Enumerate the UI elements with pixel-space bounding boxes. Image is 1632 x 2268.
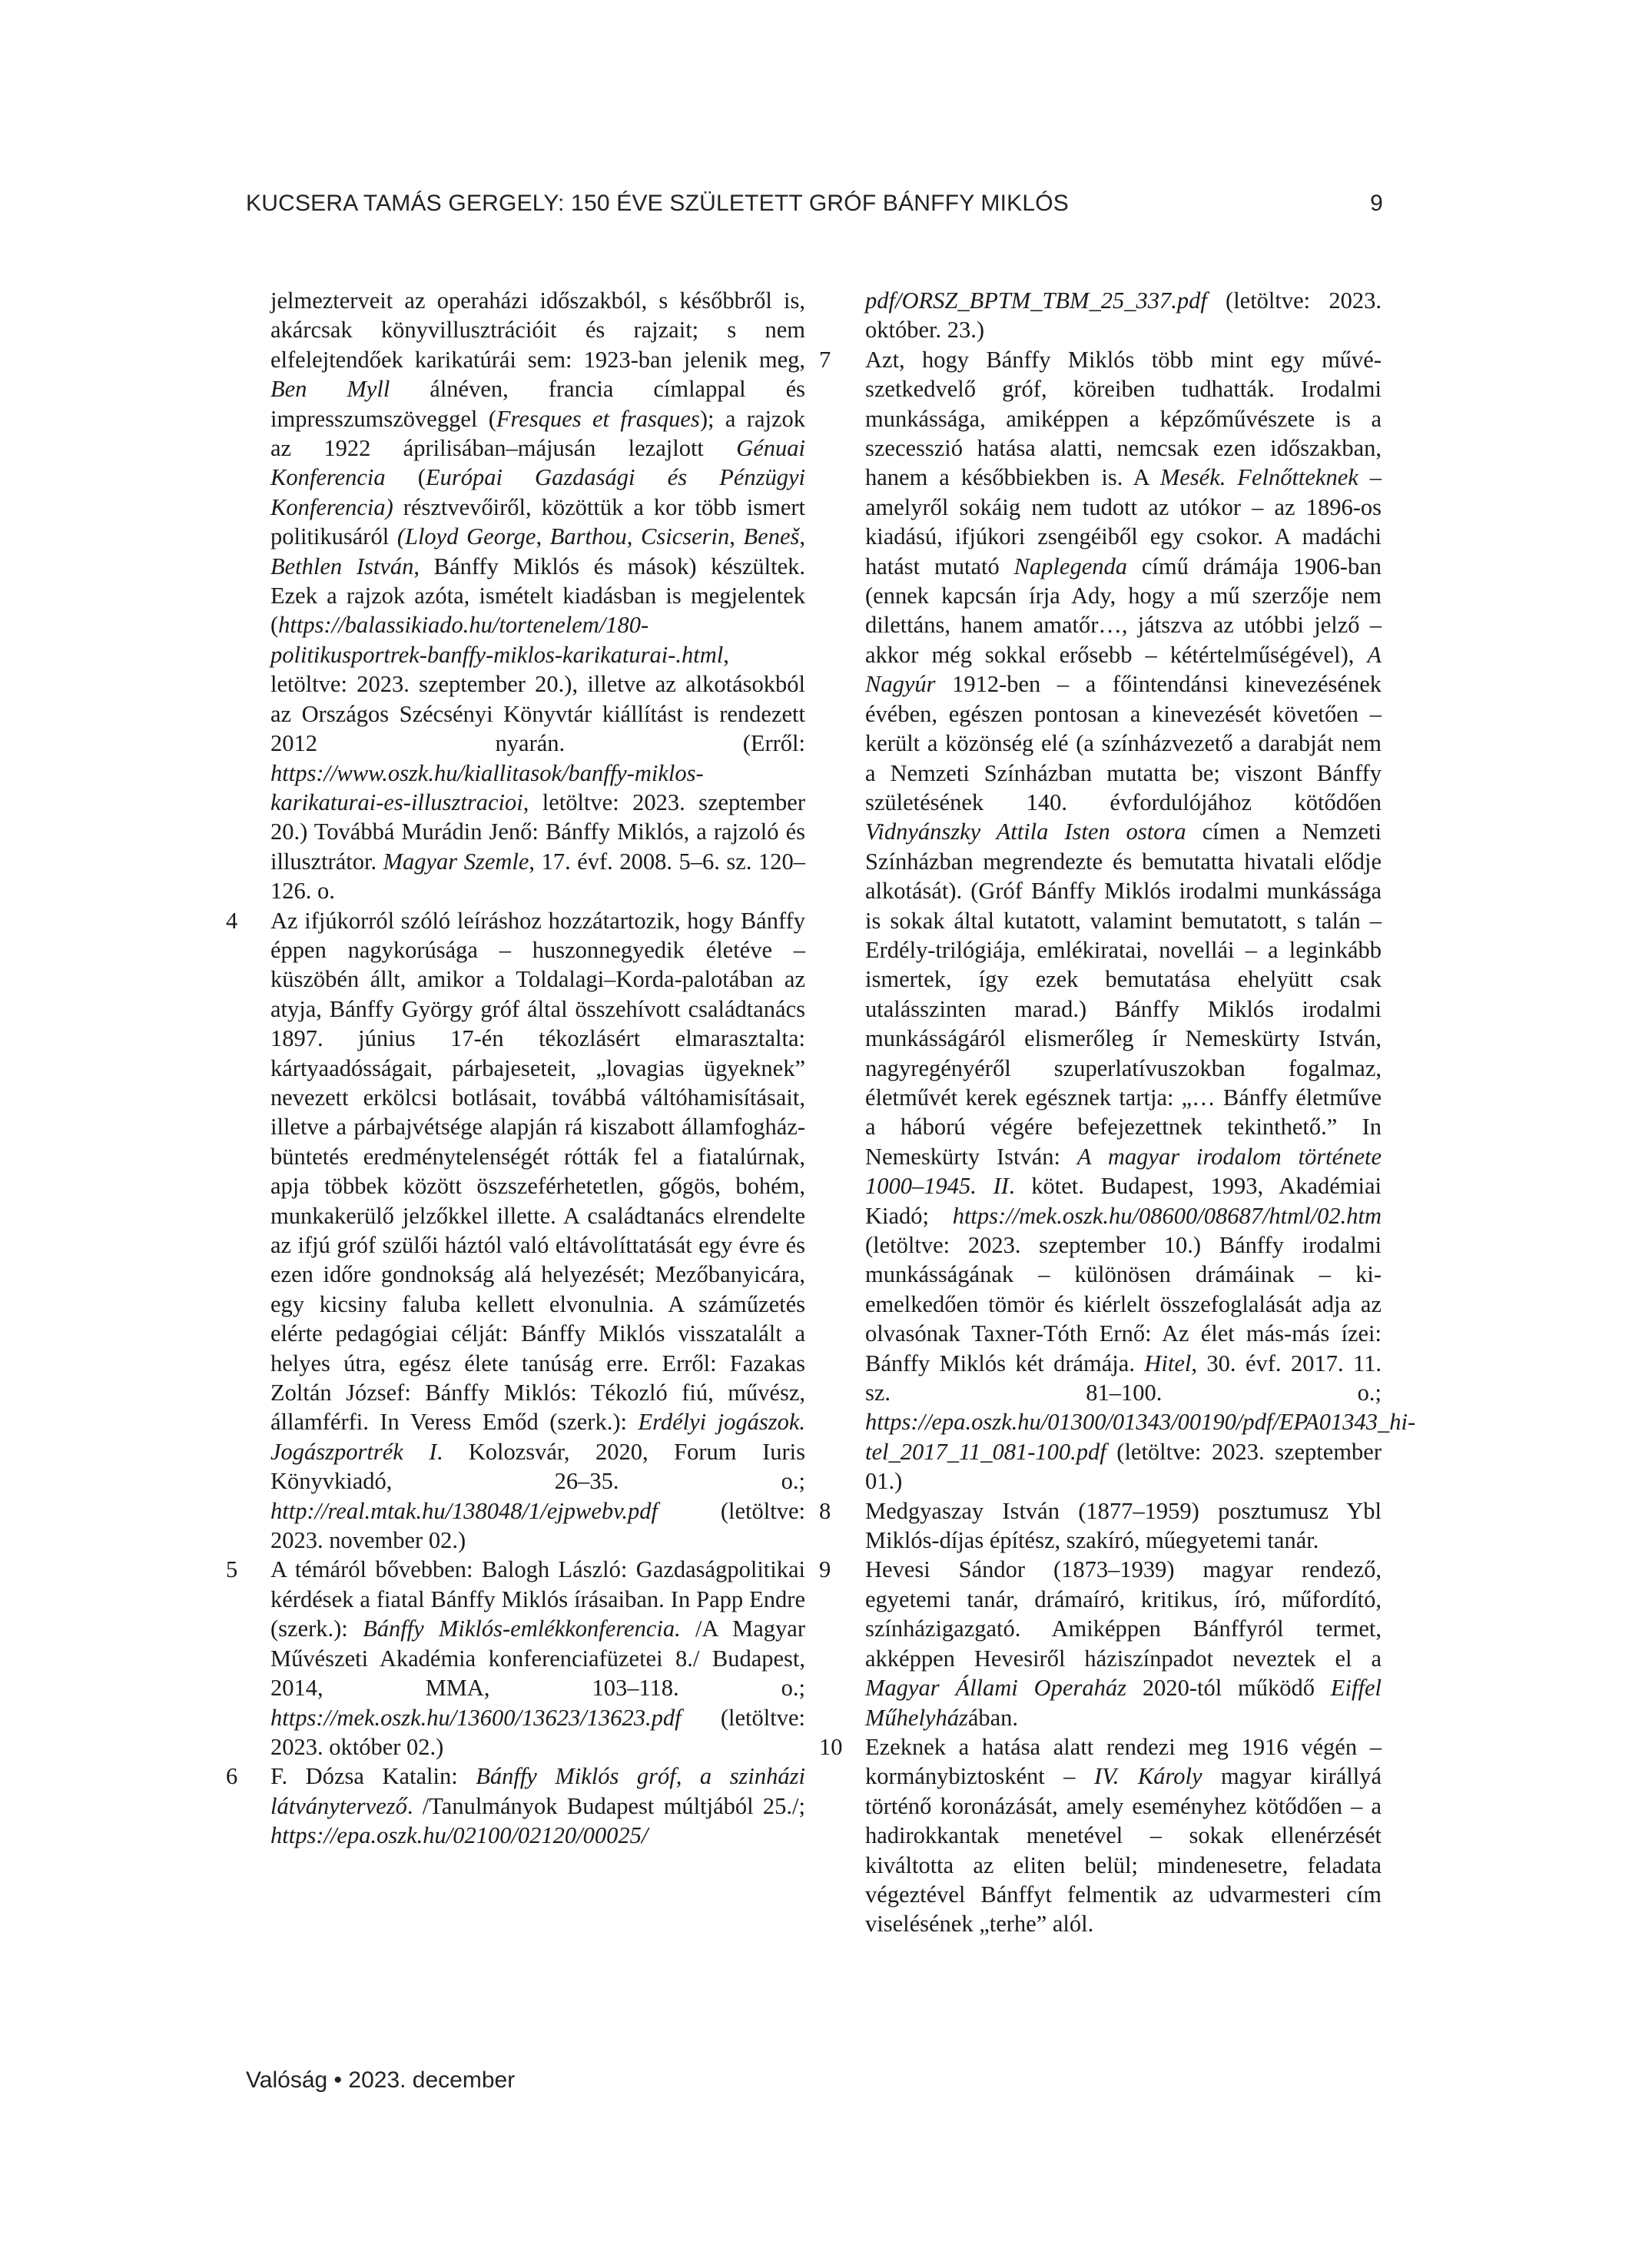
italic-run: https://www.oszk.hu/kiallitasok/banffy-miklos-karikaturai-es-illusztracioi	[270, 759, 704, 815]
italic-run: https://epa.oszk.hu/02100/02120/00025/	[270, 1822, 648, 1849]
italic-run: pdf/ORSZ_BPTM_TBM_25_337.pdf	[865, 287, 1207, 314]
text-run: ,	[799, 523, 805, 550]
italic-run: (Lloyd George	[396, 523, 536, 550]
text-run: , 30. évf. 2017. 11. sz. 81–100. o.;	[865, 1350, 1382, 1406]
footnote	[819, 1496, 1382, 1556]
text-run: (	[385, 464, 426, 491]
footnote-number: 8	[819, 1497, 831, 1524]
issue-date: 2023. december	[348, 2067, 516, 2093]
italic-run: Erdélyi jogászok. Jogászportrék I	[270, 1409, 805, 1465]
right-column	[819, 286, 1416, 1939]
italic-run: Génuai Konferencia	[270, 435, 805, 491]
text-run: (letöltve: 2023. szeptember 01.)	[865, 1438, 1382, 1495]
right-notes	[819, 345, 1416, 1939]
italic-run: Bánffy Miklós gróf, a szinházi látványtervező	[270, 1763, 805, 1819]
text-run: (letöltve: 2023. október 02.)	[270, 1704, 805, 1760]
italic-run: Európai Gazdasági és Pénzügyi Konferencia)	[270, 464, 805, 520]
footnote-number: 10	[819, 1733, 843, 1760]
italic-run: Naplegenda	[1013, 553, 1127, 579]
italic-run: A Nagyúr	[865, 641, 1382, 698]
text-run: ,	[729, 523, 744, 550]
italic-run: Beneš	[743, 523, 800, 550]
text-run: címen a Nemzeti Színházban megrendezte és bemutatta hivatali elődje alkotását). (Gróf Bánffy Miklós irodalmi munkássága is sokak által kutatott, valamint bemutatott, s talán – Erdély-trilógiája, emlékiratai, novellái – a leginkább ismertek, így ezek bemutatása ehelyütt csak utalásszinten marad.) Bánffy Miklós irodalmi munkásságáról elismerőleg ír Nemeskürty István, nagyregényéről szuperlatívuszokban fogalmaz, életművét kerek egésznek tartja: „… Bánffy életműve a háború végére befejezettnek tekinthető.” In Nemeskürty István:	[865, 819, 1382, 1170]
italic-run: http://real.mtak.hu/138048/1/ejpwebv.pdf	[270, 1497, 658, 1524]
text-run: , letöltve: 2023. szeptember 20.) Továbbá Murádin Jenő: Bánffy Miklós, a rajzoló és illusztrátor.	[270, 789, 805, 875]
text-run: Hevesi Sándor (1873–1939) magyar rendező, egyetemi tanár, drámaíró, kritikus, író, műfordító, színházigazgató. Amiképpen Bánffyról termet, akképpen Hevesiről háziszínpadot neveztek el a	[865, 1556, 1382, 1672]
separator-bullet: •	[333, 2067, 343, 2093]
text-run: ); a rajzok az 1922 áprilisában–májusán lezajlott	[270, 405, 806, 462]
text-run: Azt, hogy Bánffy Miklós több mint egy művészetkedvelő gróf, köreiben tudhatták. Irodalmi munkássága, amiképpen a képzőművészete is a szecesszió hatása alatti, nemcsak ezen időszakban, hanem a későbbiekben is. A	[865, 346, 1382, 491]
text-run: , 17. évf. 2008. 5–6. sz. 120–126. o.	[270, 848, 805, 905]
text-run: magyar királlyá történő koronázását, amely eseményhez kötődően – a hadirokkantak menetével – sokak ellenérzését kiváltotta az eliten belül; mindenesetre, feladata végeztével Bánffyt felmentik az udvarmesteri cím viselésének „terhe” alól.	[865, 1763, 1382, 1938]
italic-run: https://mek.oszk.hu/13600/13623/13623.pdf	[270, 1704, 682, 1731]
text-run: jelmezterveit az operaházi időszakból, s későbbről is, akárcsak könyvillusztrációit és rajzait; s nem elfelejtendőek karikatúrái sem: 1923-ban jelenik meg,	[270, 287, 805, 373]
text-run: (letöltve: 2023. november 02.)	[270, 1497, 805, 1554]
text-run: , Bánffy Miklós és mások) készültek. Ezek a rajzok azóta, ismételt kiadásban is megjelentek (	[270, 553, 805, 639]
text-run: ,	[626, 523, 642, 550]
text-run: /A Magyar Művészeti Akadémia konferenciafüzetei 8./ Budapest, 2014, MMA, 103–118. o.;	[270, 1615, 806, 1702]
note-continuation	[865, 286, 1382, 345]
text-run: Az ifjúkorról szóló leíráshoz hozzátartozik, hogy Bánffy éppen nagykorúsága – huszonnegyedik életéve – küszöbén állt, amikor a Toldalagi–Korda-palotában az atyja, Bánffy György gróf által összehívott családtanács 1897. június 17-én tékozlásért elmarasztalta: kártyaadósságait, párbajeseteit, „lovagias ügyeknek” nevezett erkölcsi botlásait, továbbá váltóhamisításait, illetve a párbajvétsége alapján rá kiszabott államfogház-büntetés eredménytelenségét rótták fel a fiatalúrnak, apja többek között öszszeférhetetlen, gőgös, bohém, munkakerülő jelzőkkel illette. A családtanács elrendelte az ifjú gróf szülői háztól való eltávolíttatását egy évre és ezen időre gondnokság alá helyezését; Mezőbanyicára, egy kicsiny faluba kellett elvonulnia. A száműzetés elérte pedagógiai célját: Bánffy Miklós visszatalált a helyes útra, egész élete tanúság erre. Erről: Fazakas Zoltán József: Bánffy Miklós: Tékozló fiú, művész, államférfi. In Veress Emőd (szerk.):	[270, 907, 805, 1436]
text-run: (letöltve: 2023. szeptember 10.) Bánffy irodalmi munkásságának – különösen drámáinak – kiemelkedően tömör és kiérlelt összefoglalását adja az olvasónak Taxner-Tóth Ernő: Az élet más-más ízei: Bánffy Miklós két drámája.	[865, 1232, 1382, 1376]
italic-run: Bánffy Miklós-emlékkonferencia.	[363, 1615, 681, 1642]
italic-run: Eiffel Műhelyház	[865, 1675, 1382, 1731]
footnote-number: 5	[226, 1556, 238, 1583]
footnote	[226, 1555, 806, 1762]
text-run: álnéven, francia címlappal és impresszumszöveggel (	[270, 376, 805, 432]
page-number: 9	[1370, 191, 1383, 216]
footnote	[819, 345, 1416, 1496]
text-run: (letöltve: 2023. október. 23.)	[865, 287, 1382, 344]
italic-run: Ben Myll	[270, 376, 390, 403]
italic-run: Bethlen István	[270, 553, 414, 579]
text-run: . Kolozsvár, 2020, Forum Iuris Könyvkiadó, 26–35. o.;	[270, 1438, 805, 1495]
italic-run: Vidnyánszky Attila Isten ostora	[865, 819, 1186, 845]
footnote-number: 9	[819, 1556, 831, 1583]
text-run: – amelyről sokáig nem tudott az utókor – az 1896-os kiadású, ifjúkori zsengéiből egy csokor. A madáchi hatást mutató	[865, 464, 1382, 579]
left-column	[226, 286, 806, 1851]
italic-run: Barthou	[549, 523, 627, 550]
italic-run: Hitel	[1144, 1350, 1192, 1376]
text-run: F. Dózsa Katalin:	[270, 1763, 476, 1790]
text-run: . kötet. Budapest, 1993, Akadémiai Kiadó;	[865, 1173, 1382, 1229]
text-run: ,	[536, 523, 550, 550]
italic-run: Mesék. Felnőtteknek	[1159, 464, 1358, 491]
italic-run: Csicserin	[641, 523, 730, 550]
footnote-number: 4	[226, 907, 238, 934]
left-notes	[226, 906, 806, 1851]
italic-run: https://epa.oszk.hu/01300/01343/00190/pdf/EPA01343_hitel_2017_11_081-100.pdf	[865, 1409, 1416, 1465]
italic-run: https://balassikiado.hu/tortenelem/180-politikusportrek-banffy-miklos-karikaturai-.html	[270, 612, 724, 668]
italic-run: https://mek.oszk.hu/08600/08687/html/02.htm	[952, 1202, 1382, 1229]
text-run: A témáról bővebben: Balogh László: Gazdaságpolitikai kérdések a fiatal Bánffy Miklós írásaiban. In Papp Endre (szerk.):	[270, 1556, 805, 1642]
text-run: ában.	[967, 1704, 1019, 1731]
text-run: Ezeknek a hatása alatt rendezi meg 1916 végén – kormánybiztosként –	[865, 1733, 1382, 1790]
text-run: , letöltve: 2023. szeptember 20.), illetve az alkotásokból az Országos Szécsényi Könyvtár kiállítást is rendezett 2012 nyarán. (Erről:	[270, 641, 805, 757]
journal-name: Valóság	[246, 2067, 328, 2093]
running-head	[246, 191, 1383, 217]
text-run: 1912-ben – a főintendánsi kinevezésének évében, egészen pontosan a kinevezését követően – került a közönség elé (a színházvezető a darabját nem a Nemzeti Színházban mutatta be; viszont Bánffy születésének 140. évfordulójához kötődően	[865, 671, 1382, 815]
footnote	[226, 1762, 805, 1850]
text-run: című drámája 1906-ban (ennek kapcsán írja Ady, hogy a mű szerzője nem dilettáns, hanem amatőr…, játszva az utóbbi jelző – akkor még sokkal erősebb – kétértelműségével),	[865, 553, 1382, 668]
text-run: 2020-tól működő	[1126, 1675, 1331, 1702]
text-run: . /Tanulmányok Budapest múltjából 25./;	[406, 1792, 805, 1819]
italic-run: IV. Károly	[1093, 1763, 1202, 1790]
footnote-number: 7	[819, 346, 831, 373]
running-title: KUCSERA TAMÁS GERGELY: 150 ÉVE SZÜLETETT GRÓF BÁNFFY MIKLÓS	[246, 191, 1069, 216]
footnote-number: 6	[226, 1763, 238, 1790]
footnote	[819, 1732, 1382, 1939]
page-footer	[246, 2067, 515, 2094]
footnote	[226, 906, 805, 1556]
note-continuation	[270, 286, 805, 906]
italic-run: A magyar irodalom története 1000–1945. II	[865, 1143, 1382, 1200]
italic-run: Magyar Szemle	[383, 848, 529, 875]
text-run: résztvevőiről, közöttük a kor több ismert politikusáról	[270, 493, 805, 550]
italic-run: Magyar Állami Operaház	[865, 1675, 1126, 1702]
italic-run: Fresques et frasques	[496, 405, 700, 432]
text-run: Medgyaszay István (1877–1959) posztumusz Ybl Miklós-díjas építész, szakíró, műegyetemi tanár.	[865, 1497, 1382, 1554]
footnote	[819, 1555, 1382, 1732]
